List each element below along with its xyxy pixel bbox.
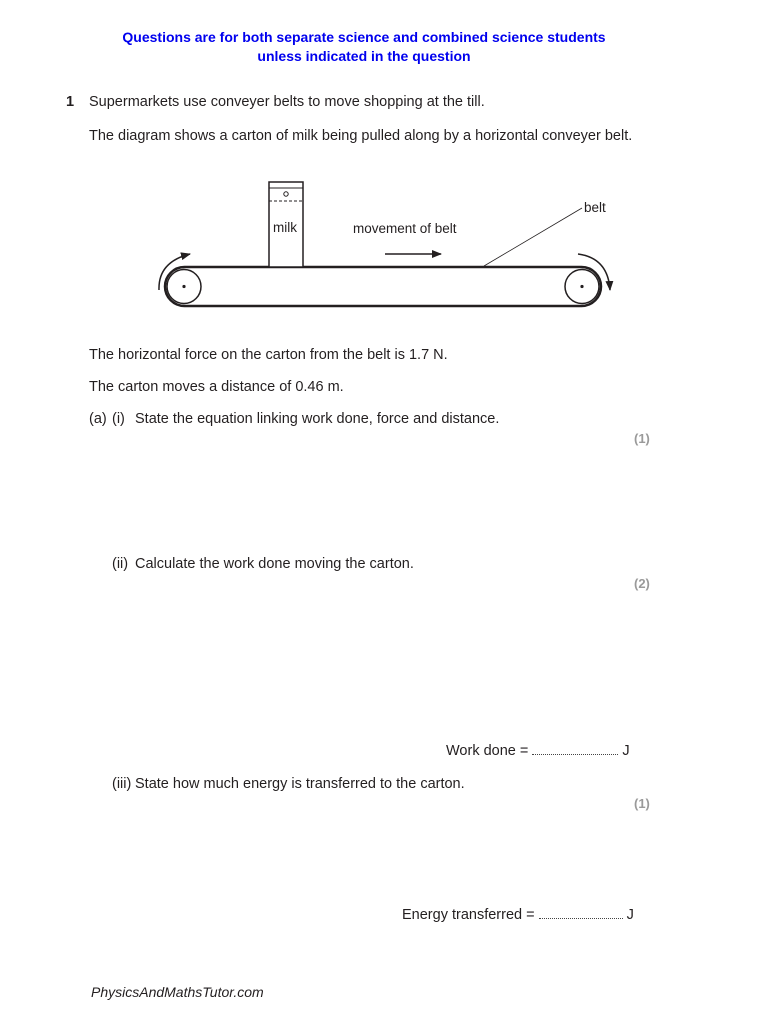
part-iii-text: State how much energy is transferred to the carton. xyxy=(135,776,465,792)
belt-label: belt xyxy=(584,200,606,215)
part-ii-label: (ii) xyxy=(112,556,129,572)
banner-line-2: unless indicated in the question xyxy=(257,48,471,64)
belt-shape xyxy=(165,267,601,306)
conveyer-belt-diagram xyxy=(0,0,768,330)
part-iii-marks: (1) xyxy=(634,796,650,811)
question-intro-1: Supermarkets use conveyer belts to move shopping at the till. xyxy=(89,94,485,110)
energy-answer-blank[interactable] xyxy=(539,914,623,919)
energy-label: Energy transferred = xyxy=(402,907,535,923)
belt-pointer-line xyxy=(484,208,582,266)
part-ii-text: Calculate the work done moving the carton. xyxy=(135,556,414,572)
part-i-marks: (1) xyxy=(634,431,650,446)
question-intro-2: The diagram shows a carton of milk being pulled along by a horizontal conveyer belt. xyxy=(89,128,633,144)
work-done-answer-line xyxy=(446,743,630,759)
part-iii-label: (iii) xyxy=(112,776,132,792)
fact-distance: The carton moves a distance of 0.46 m. xyxy=(89,379,344,395)
energy-answer-line xyxy=(402,907,634,923)
part-a-label: (a) xyxy=(89,411,107,427)
energy-unit: J xyxy=(626,907,634,923)
banner-line-1: Questions are for both separate science and combined science students xyxy=(122,29,606,45)
footer-site: PhysicsAndMathsTutor.com xyxy=(91,984,264,1000)
work-done-label: Work done = xyxy=(446,743,529,759)
part-ii-marks: (2) xyxy=(634,576,650,591)
work-done-answer-blank[interactable] xyxy=(532,750,618,755)
question-number: 1 xyxy=(66,94,75,110)
fact-force: The horizontal force on the carton from the belt is 1.7 N. xyxy=(89,347,448,363)
work-done-unit: J xyxy=(622,743,630,759)
part-i-text: State the equation linking work done, force and distance. xyxy=(135,411,500,427)
part-i-label: (i) xyxy=(112,411,125,427)
movement-label: movement of belt xyxy=(353,221,457,236)
carton-label: milk xyxy=(273,220,297,235)
